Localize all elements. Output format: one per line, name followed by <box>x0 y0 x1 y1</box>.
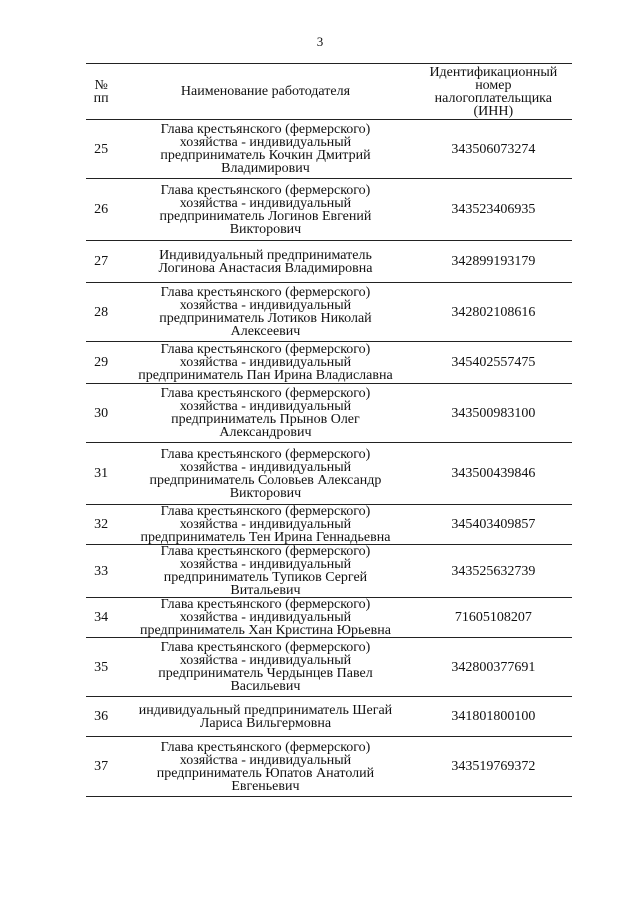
table-row <box>86 241 572 283</box>
employer-name-line: предприниматель Юпатов Анатолий <box>156 765 375 781</box>
table-row <box>86 120 572 179</box>
employer-name-line: Алексеевич <box>230 324 301 339</box>
employer-name-line: Глава крестьянского (фермерского) <box>160 544 371 559</box>
employer-name-line: хозяйства - индивидуальный <box>179 653 352 668</box>
employer-name-cell <box>116 120 414 179</box>
employer-name-line: предприниматель Логинов Евгений <box>159 208 372 224</box>
employer-name-line: предприниматель Чердынцев Павел <box>158 666 373 681</box>
employer-name-line: Васильевич <box>230 679 301 694</box>
row-number: 25 <box>86 120 116 179</box>
table-body <box>86 120 572 797</box>
table-row <box>86 342 572 384</box>
employer-name-line: Глава крестьянского (фермерского) <box>160 342 371 357</box>
employer-name-line: Глава крестьянского (фермерского) <box>160 739 371 755</box>
header-number-line: № <box>94 77 108 93</box>
employer-name-line: Глава крестьянского (фермерского) <box>160 285 371 300</box>
employer-name-cell <box>116 505 414 545</box>
employer-name-line: предприниматель Соловьев Александр <box>149 472 382 488</box>
table-row <box>86 638 572 697</box>
employer-name-line: хозяйства - индивидуальный <box>179 459 352 475</box>
table-row <box>86 283 572 342</box>
employer-name-line: хозяйства - индивидуальный <box>179 557 352 572</box>
employer-name-line: предприниматель Кочкин Дмитрий <box>160 148 371 163</box>
inn-cell: 342802108616 <box>415 283 572 342</box>
row-number: 37 <box>86 737 116 797</box>
row-number: 27 <box>86 241 116 283</box>
header-employer-name: Наименование работодателя <box>116 64 414 120</box>
employer-name-line: Глава крестьянского (фермерского) <box>160 122 371 137</box>
employer-name-line: предприниматель Тупиков Сергей <box>163 570 368 585</box>
page-number: 3 <box>316 34 324 49</box>
employer-name-line: предприниматель Прынов Олег <box>171 412 360 427</box>
header-inn-line: Идентификационный <box>429 64 558 80</box>
employer-name-line: индивидуальный предприниматель Шегай <box>138 702 393 718</box>
row-number: 34 <box>86 598 116 638</box>
row-number: 31 <box>86 443 116 505</box>
header-inn-line: (ИНН) <box>473 103 514 119</box>
table-row <box>86 697 572 737</box>
table-row <box>86 545 572 598</box>
inn-cell: 341801800100 <box>415 697 572 737</box>
employer-name-cell <box>116 283 414 342</box>
table-row <box>86 505 572 545</box>
employer-name-line: Лариса Вильгермовна <box>199 715 332 731</box>
header-number <box>86 64 116 120</box>
employer-name-line: Евгеньевич <box>231 778 300 794</box>
inn-cell: 343500439846 <box>415 443 572 505</box>
row-number: 32 <box>86 505 116 545</box>
header-number-line: пп <box>93 90 109 106</box>
employer-name-cell <box>116 241 414 283</box>
employer-name-line: Глава крестьянского (фермерского) <box>160 504 371 519</box>
employer-name-cell <box>116 342 414 384</box>
inn-cell: 345402557475 <box>415 342 572 384</box>
employer-name-line: предприниматель Хан Кристина Юрьевна <box>140 623 391 638</box>
row-number: 35 <box>86 638 116 697</box>
employer-name-cell <box>116 737 414 797</box>
table-row <box>86 737 572 797</box>
employer-name-cell <box>116 638 414 697</box>
table-header-row <box>86 64 572 120</box>
table-row <box>86 384 572 443</box>
row-number: 28 <box>86 283 116 342</box>
inn-cell: 71605108207 <box>415 598 572 638</box>
employer-name-line: Викторович <box>229 485 302 501</box>
employer-name-line: предприниматель Лотиков Николай <box>159 311 372 326</box>
table-row <box>86 179 572 241</box>
row-number: 30 <box>86 384 116 443</box>
employer-name-cell <box>116 697 414 737</box>
row-number: 26 <box>86 179 116 241</box>
inn-cell: 343525632739 <box>415 545 572 598</box>
employer-name-cell <box>116 179 414 241</box>
inn-cell: 343519769372 <box>415 737 572 797</box>
employer-name-line: хозяйства - индивидуальный <box>179 752 352 768</box>
employer-name-line: хозяйства - индивидуальный <box>179 195 352 211</box>
employer-name-line: Викторович <box>229 221 302 237</box>
inn-cell: 342800377691 <box>415 638 572 697</box>
row-number: 36 <box>86 697 116 737</box>
table-row <box>86 598 572 638</box>
employer-name-line: хозяйства - индивидуальный <box>179 399 352 414</box>
employer-name-line: хозяйства - индивидуальный <box>179 610 352 625</box>
employer-name-line: Глава крестьянского (фермерского) <box>160 182 371 198</box>
inn-cell: 345403409857 <box>415 505 572 545</box>
employer-name-line: хозяйства - индивидуальный <box>179 135 352 150</box>
inn-cell: 342899193179 <box>415 241 572 283</box>
employer-name-cell <box>116 384 414 443</box>
employer-name-line: Логинова Анастасия Владимировна <box>158 260 373 276</box>
header-inn-line: номер <box>475 77 512 93</box>
table-row <box>86 443 572 505</box>
row-number: 33 <box>86 545 116 598</box>
employer-name-line: Витальевич <box>230 583 301 598</box>
employer-name-line: Глава крестьянского (фермерского) <box>160 597 371 612</box>
employer-name-line: Владимирович <box>221 161 310 176</box>
inn-cell: 343500983100 <box>415 384 572 443</box>
employer-name-cell <box>116 545 414 598</box>
employer-name-cell <box>116 443 414 505</box>
header-inn-line: налогоплательщика <box>434 90 552 106</box>
employer-name-line: предприниматель Тен Ирина Геннадьевна <box>140 530 391 545</box>
employer-name-line: Индивидуальный предприниматель <box>159 247 372 263</box>
employer-name-line: Глава крестьянского (фермерского) <box>160 386 371 401</box>
employer-name-cell <box>116 598 414 638</box>
employer-name-line: Глава крестьянского (фермерского) <box>160 446 371 462</box>
employer-name-line: Глава крестьянского (фермерского) <box>160 640 371 655</box>
header-inn <box>415 64 572 120</box>
employer-table <box>86 63 572 797</box>
employer-name-line: хозяйства - индивидуальный <box>179 298 352 313</box>
row-number: 29 <box>86 342 116 384</box>
employer-name-line: хозяйства - индивидуальный <box>179 517 352 532</box>
employer-name-line: Александрович <box>219 425 312 440</box>
inn-cell: 343506073274 <box>415 120 572 179</box>
employer-name-line: хозяйства - индивидуальный <box>179 355 352 370</box>
employer-name-line: предприниматель Пан Ирина Владиславна <box>138 368 393 383</box>
inn-cell: 343523406935 <box>415 179 572 241</box>
